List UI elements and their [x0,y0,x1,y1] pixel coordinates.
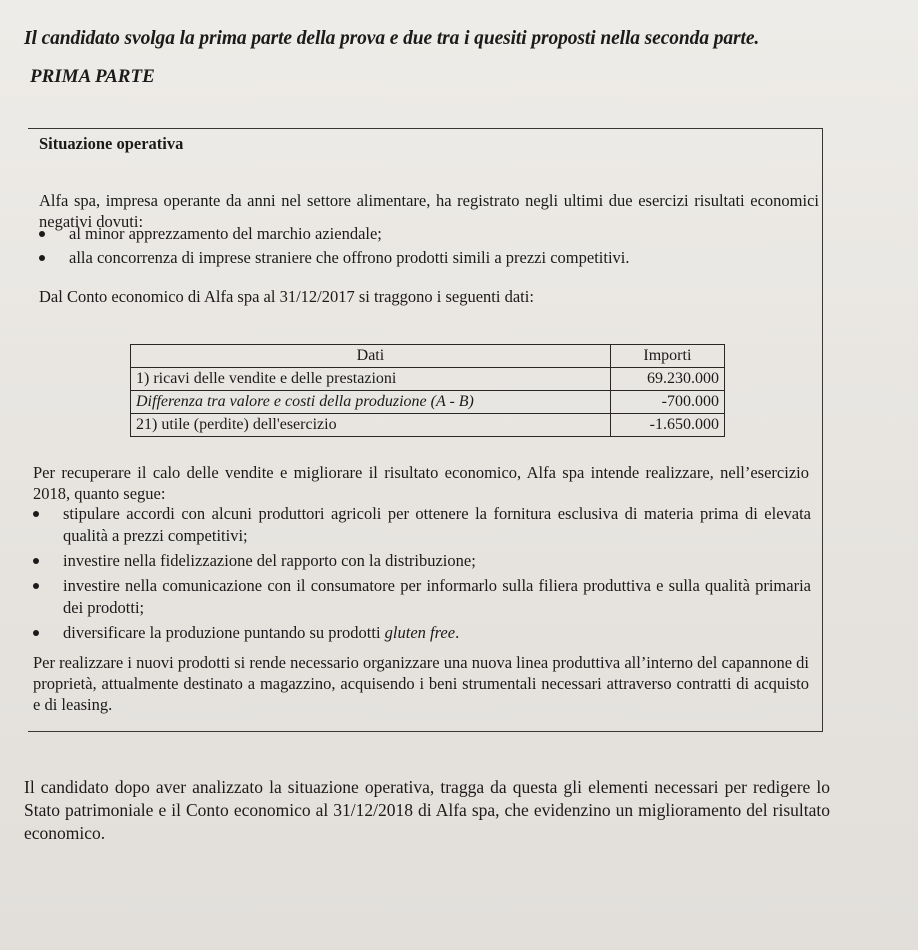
row-value: -1.650.000 [610,414,724,437]
list-item: stipulare accordi con alcuni produttori agricoli per ottenere la fornitura esclusiva di materia prima di elevata qualità a prezzi competitivi; [33,503,811,547]
exam-instructions: Il candidato svolga la prima parte della prova e due tra i quesiti proposti nella seconda parte. [24,28,760,49]
row-label: 1) ricavi delle vendite e delle prestazioni [131,368,611,391]
bullet-icon [39,255,45,261]
column-header-dati: Dati [131,345,611,368]
bullet-icon [33,630,39,636]
list-item: alla concorrenza di imprese straniere che offrono prodotti simili a prezzi competitivi. [39,246,799,270]
bullet-icon [39,231,45,237]
row-label: Differenza tra valore e costi della produzione (A - B) [131,391,611,414]
bullet-icon [33,511,39,517]
table-intro: Dal Conto economico di Alfa spa al 31/12/2017 si traggono i seguenti dati: [39,287,534,306]
row-value: 69.230.000 [610,368,724,391]
list-item: diversificare la produzione puntando su prodotti gluten free. [33,622,811,644]
bullet-icon [33,583,39,589]
table-header-row [131,345,725,368]
row-label: 21) utile (perdite) dell'esercizio [131,414,611,437]
situation-title: Situazione operativa [39,134,184,153]
situation-intro: Alfa spa, impresa operante da anni nel settore alimentare, ha registrato negli ultimi due esercizi risultati economici negativi dovuti: [39,191,819,231]
list-item: investire nella fidelizzazione del rapporto con la distribuzione; [33,550,811,572]
table-row [131,391,725,414]
gluten-free-term: gluten free [384,623,456,642]
causes-list [39,222,799,270]
section-title: PRIMA PARTE [30,66,155,87]
bullet-icon [33,558,39,564]
closing-task: Il candidato dopo aver analizzato la situazione operativa, tragga da questa gli elementi necessari per redigere lo Stato patrimoniale e il Conto economico al 31/12/2018 di Alfa spa, che evidenzino un miglioramento del risultato economico. [24,777,830,843]
plans-list [33,503,811,647]
list-item: al minor apprezzamento del marchio aziendale; [39,222,799,246]
row-value: -700.000 [610,391,724,414]
column-header-importi: Importi [610,345,724,368]
list-item: investire nella comunicazione con il consumatore per informarlo sulla filiera produttiva e sulla qualità primaria dei prodotti; [33,575,811,619]
plan-intro: Per recuperare il calo delle vendite e migliorare il risultato economico, Alfa spa intende realizzare, nell’esercizio 2018, quanto segue: [33,463,809,503]
table-row [131,414,725,437]
production-paragraph: Per realizzare i nuovi prodotti si rende necessario organizzare una nuova linea produttiva all’interno del capannone di proprietà, attualmente destinato a magazzino, acquisendo i beni strumentali necessari attraverso contratti di acquisto e di leasing. [33,653,809,714]
table-row [131,368,725,391]
income-data-table [130,344,725,437]
